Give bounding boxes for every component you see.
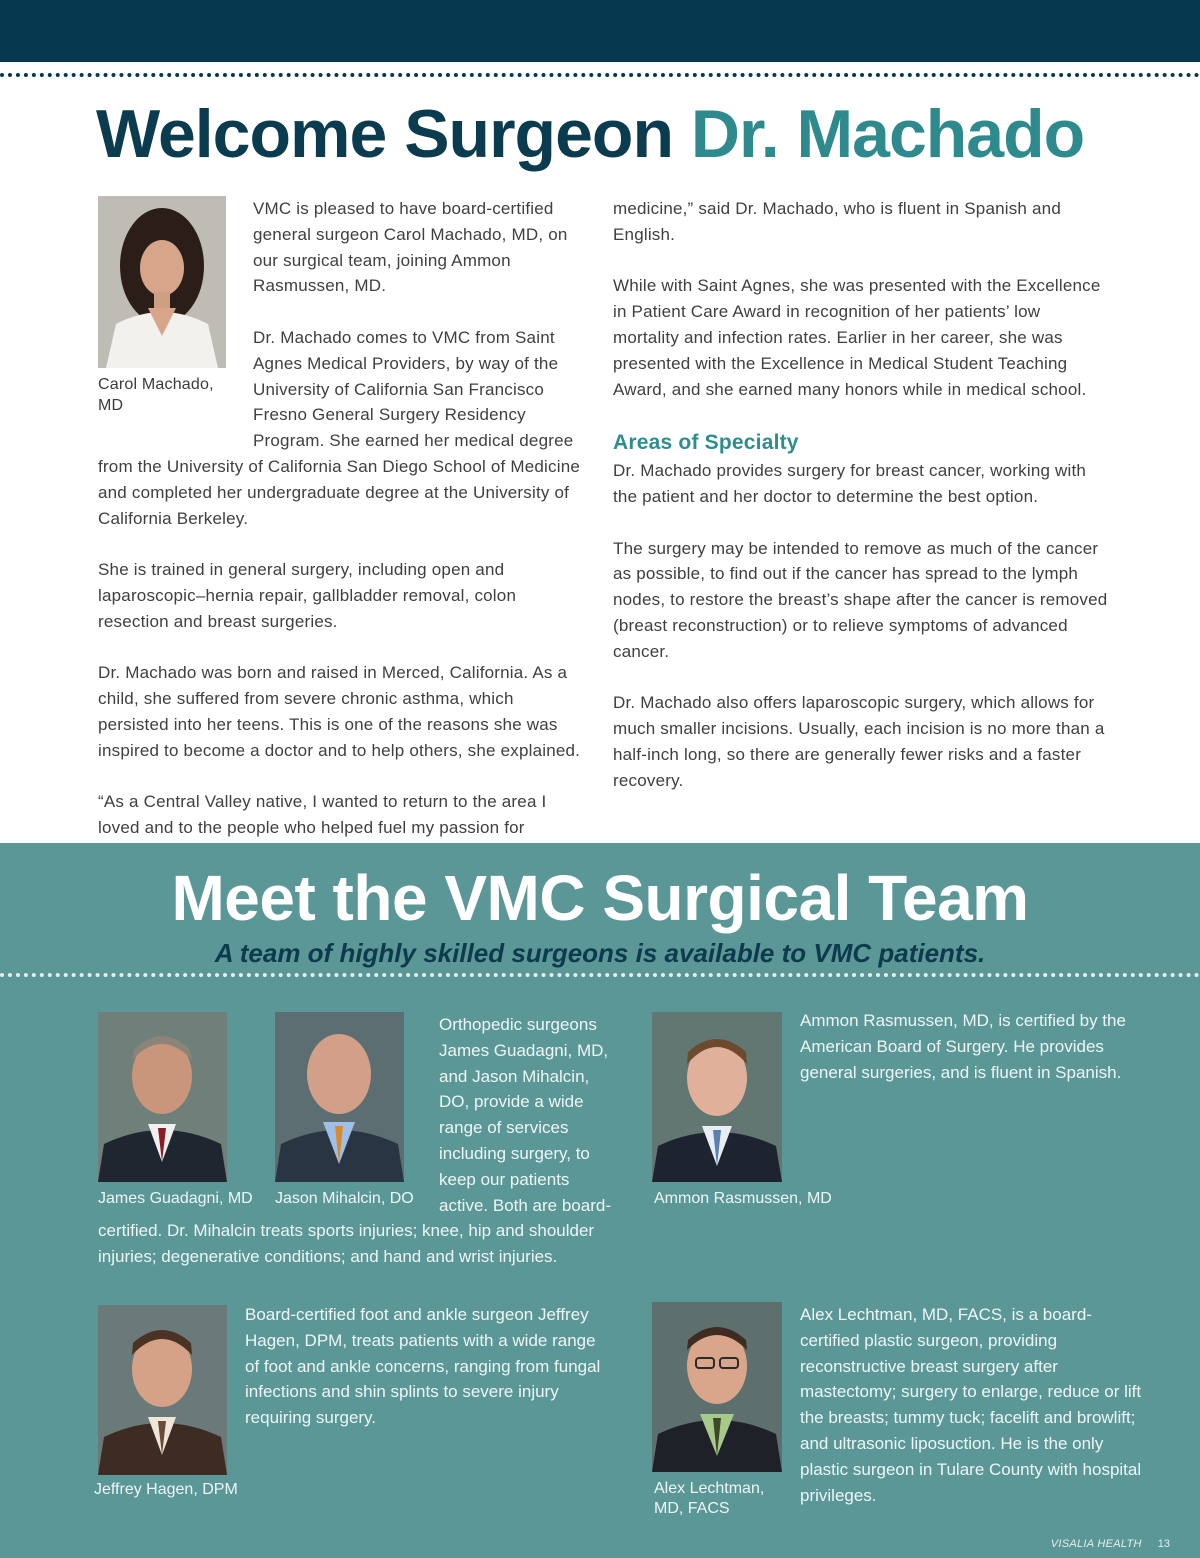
orthopedic-line: and Jason Mihalcin, xyxy=(439,1066,590,1086)
specialty-heading: Areas of Specialty xyxy=(613,431,799,455)
lechtman-caption: Alex Lechtman, MD, FACS xyxy=(654,1480,765,1517)
specialty-paragraph: The surgery may be intended to remove as much of the cancer as possible, to find out if the cancer has spread to the lymph nodes, to restore the breast’s shape after the cancer is removed (breast reconstruction) or to relieve symptoms of advanced cancer. xyxy=(613,538,1108,661)
orthopedic-line: including surgery, to xyxy=(439,1143,590,1163)
rasmussen-caption: Ammon Rasmussen, MD xyxy=(654,1190,832,1207)
article-paragraph: While with Saint Agnes, she was presented with the Excellence in Patient Care Award in recognition of her patients’ low mortality and infection rates. Earlier in her career, she was presented with the Excellence in Medical Student Teaching Award, and she earned many honors while in medical school. xyxy=(613,276,1101,399)
machado-photo-caption: Carol Machado, MD xyxy=(98,376,214,414)
article-column-right xyxy=(613,196,1108,819)
rasmussen-photo xyxy=(652,1012,782,1182)
orthopedic-line: DO, provide a wide xyxy=(439,1092,584,1112)
orthopedic-line: Orthopedic surgeons xyxy=(439,1015,597,1034)
article-paragraph: medicine,” said Dr. Machado, who is fluent in Spanish and English. xyxy=(613,199,1061,244)
guadagni-photo xyxy=(98,1012,227,1182)
hagen-caption: Jeffrey Hagen, DPM xyxy=(94,1481,238,1498)
article-paragraph: Dr. Machado comes to VMC from Saint Agnes Medical Providers, by way of the University of California San Francisco Fresno General Surgery Residency Program. She earned her medical degree from the University of California San Diego School of Medicine and completed her undergraduate degree at the University of California Berkeley. xyxy=(98,327,581,528)
hagen-photo xyxy=(98,1305,227,1475)
orthopedic-text-tail xyxy=(98,1218,618,1270)
orthopedic-line: active. Both are board- xyxy=(439,1195,611,1215)
orthopedic-line: James Guadagni, MD, xyxy=(439,1040,609,1060)
orthopedic-line: injuries; degenerative conditions; and hand and wrist injuries. xyxy=(98,1246,558,1266)
page-footer xyxy=(1000,1538,1170,1550)
top-banner xyxy=(0,0,1200,62)
mihalcin-caption: Jason Mihalcin, DO xyxy=(275,1190,414,1207)
orthopedic-text xyxy=(439,1012,619,1218)
title-main: Welcome Surgeon xyxy=(96,96,691,172)
orthopedic-line: range of services xyxy=(439,1118,569,1138)
orthopedic-line: keep our patients xyxy=(439,1169,570,1189)
page-title xyxy=(96,92,1084,176)
article-paragraph: She is trained in general surgery, including open and laparoscopic–hernia repair, gallbladder removal, colon resection and breast surgeries. xyxy=(98,560,517,631)
orthopedic-line: certified. Dr. Mihalcin treats sports injuries; knee, hip and shoulder xyxy=(98,1221,595,1240)
title-accent: Dr. Machado xyxy=(690,96,1085,172)
page-number: 13 xyxy=(1157,1538,1170,1550)
article-paragraph: Dr. Machado was born and raised in Merced, California. As a child, she suffered from severe chronic asthma, which persisted into her teens. This is one of the reasons she was inspired to become a doctor and to help others, she explained. xyxy=(98,663,581,760)
specialty-paragraph: Dr. Machado also offers laparoscopic surgery, which allows for much smaller incisions. Usually, each incision is no more than a half-inch long, so there are generally fewer risks and a faster recovery. xyxy=(613,693,1105,790)
rasmussen-text: Ammon Rasmussen, MD, is certified by the American Board of Surgery. He provides general surgeries, and is fluent in Spanish. xyxy=(800,1011,1126,1082)
machado-photo-block xyxy=(98,196,253,430)
dotted-divider-team xyxy=(0,973,1200,977)
machado-photo xyxy=(98,196,226,368)
hagen-text: Board-certified foot and ankle surgeon Jeffrey Hagen, DPM, treats patients with a wide range of foot and ankle concerns, ranging from fungal infections and shin splints to severe injury requiring surgery. xyxy=(245,1305,601,1428)
magazine-name: VISALIA HEALTH xyxy=(1050,1538,1142,1550)
dotted-divider-top xyxy=(0,73,1200,77)
lechtman-text: Alex Lechtman, MD, FACS, is a board-certified plastic surgeon, providing reconstructive breast surgery after mastectomy; surgery to enlarge, reduce or lift the breasts; tummy tuck; facelift and browlift; and ultrasonic liposuction. He is the only plastic surgeon in Tulare County with hospital privileges. xyxy=(800,1305,1142,1505)
guadagni-caption: James Guadagni, MD xyxy=(98,1190,253,1207)
team-title: Meet the VMC Surgical Team xyxy=(171,862,1029,934)
article-column-left xyxy=(98,196,586,867)
mihalcin-photo xyxy=(275,1012,404,1182)
team-subtitle: A team of highly skilled surgeons is available to VMC patients. xyxy=(214,938,986,968)
article-paragraph: “As a Central Valley native, I wanted to return to the area I loved and to the people who helped fuel my passion for xyxy=(98,792,547,838)
lechtman-photo xyxy=(652,1302,782,1472)
specialty-paragraph: Dr. Machado provides surgery for breast cancer, working with the patient and her doctor to determine the best option. xyxy=(613,461,1087,506)
article-paragraph: VMC is pleased to have board-certified general surgeon Carol Machado, MD, on our surgical team, joining Ammon Rasmussen, MD. xyxy=(253,199,568,296)
